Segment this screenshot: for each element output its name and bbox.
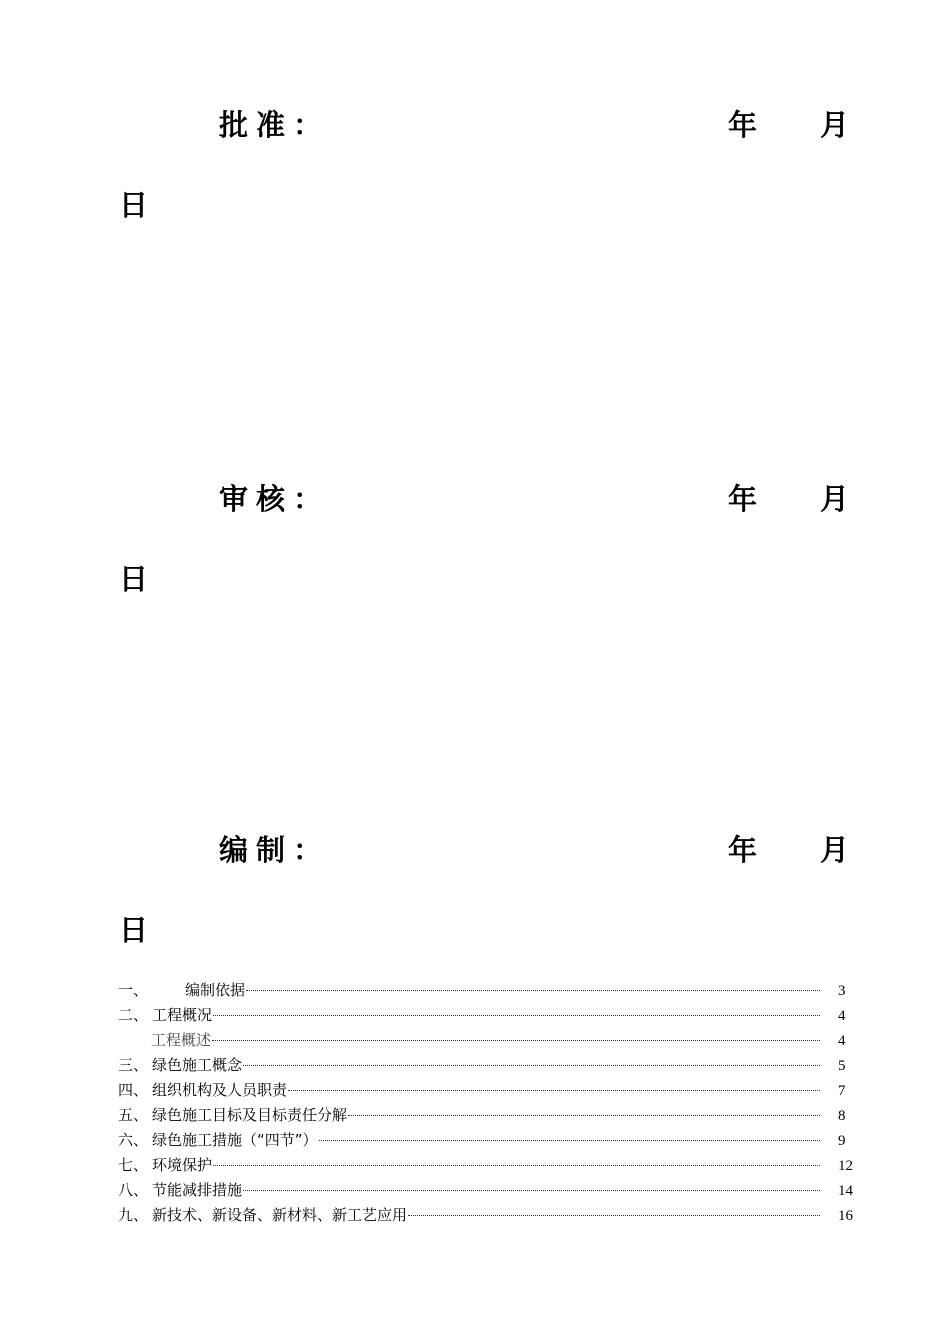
toc-entry[interactable] xyxy=(118,1178,858,1203)
toc-leader xyxy=(246,989,820,991)
toc-number: 六、 xyxy=(118,1131,149,1149)
toc-leader xyxy=(213,1014,820,1016)
toc-entry[interactable] xyxy=(118,1128,858,1153)
approval-day: 日 xyxy=(119,188,149,222)
toc-entry[interactable] xyxy=(118,1003,858,1028)
toc-title: 绿色施工概念 xyxy=(152,1056,243,1074)
toc-title: 新技术、新设备、新材料、新工艺应用 xyxy=(152,1206,408,1224)
toc-title: 环境保护 xyxy=(152,1156,213,1174)
toc-entry[interactable] xyxy=(118,978,858,1003)
toc-page: 14 xyxy=(838,1183,853,1199)
approval-label: 批准： xyxy=(219,108,331,142)
toc-number: 五、 xyxy=(118,1106,149,1124)
review-day: 日 xyxy=(119,562,149,596)
toc-title: 编制依据 xyxy=(185,981,246,999)
compile-label: 编制： xyxy=(219,833,331,867)
toc-number: 七、 xyxy=(118,1156,149,1174)
toc-leader xyxy=(288,1089,820,1091)
toc-title: 组织机构及人员职责 xyxy=(152,1081,288,1099)
toc-page: 4 xyxy=(838,1033,846,1049)
toc-entry[interactable] xyxy=(118,1153,858,1178)
compile-block xyxy=(0,833,950,963)
compile-month: 月 xyxy=(820,833,850,867)
toc-leader xyxy=(348,1114,820,1116)
toc-number: 三、 xyxy=(118,1056,149,1074)
toc-number: 四、 xyxy=(118,1081,149,1099)
toc-title: 工程概述 xyxy=(151,1031,212,1049)
toc-page: 16 xyxy=(838,1208,853,1224)
toc-subentry[interactable] xyxy=(118,1028,858,1053)
toc-entry[interactable] xyxy=(118,1103,858,1128)
toc-leader xyxy=(212,1039,820,1041)
toc-page: 12 xyxy=(838,1158,853,1174)
review-label: 审核： xyxy=(219,482,331,516)
review-month: 月 xyxy=(820,482,850,516)
toc-page: 4 xyxy=(838,1008,846,1024)
approval-month: 月 xyxy=(820,108,850,142)
toc-title: 绿色施工措施（“四节”） xyxy=(152,1131,318,1149)
toc-page: 9 xyxy=(838,1133,846,1149)
toc-leader xyxy=(408,1214,820,1216)
toc-entry[interactable] xyxy=(118,1203,858,1228)
toc-leader xyxy=(319,1139,820,1141)
toc-number: 九、 xyxy=(118,1206,149,1224)
approval-year: 年 xyxy=(728,108,758,142)
approval-block xyxy=(0,108,950,238)
table-of-contents xyxy=(118,978,858,1228)
review-year: 年 xyxy=(728,482,758,516)
toc-leader xyxy=(243,1189,820,1191)
compile-year: 年 xyxy=(728,833,758,867)
toc-number: 八、 xyxy=(118,1181,149,1199)
toc-leader xyxy=(243,1064,820,1066)
toc-entry[interactable] xyxy=(118,1053,858,1078)
toc-number: 二、 xyxy=(118,1006,149,1024)
toc-leader xyxy=(213,1164,820,1166)
toc-title: 工程概况 xyxy=(152,1006,213,1024)
toc-title: 节能减排措施 xyxy=(152,1181,243,1199)
toc-title: 绿色施工目标及目标责任分解 xyxy=(152,1106,348,1124)
toc-page: 7 xyxy=(838,1083,846,1099)
toc-page: 3 xyxy=(838,983,846,999)
toc-number: 一、 xyxy=(118,981,149,999)
compile-day: 日 xyxy=(119,913,149,947)
review-block xyxy=(0,482,950,612)
toc-page: 5 xyxy=(838,1058,846,1074)
toc-entry[interactable] xyxy=(118,1078,858,1103)
toc-page: 8 xyxy=(838,1108,846,1124)
